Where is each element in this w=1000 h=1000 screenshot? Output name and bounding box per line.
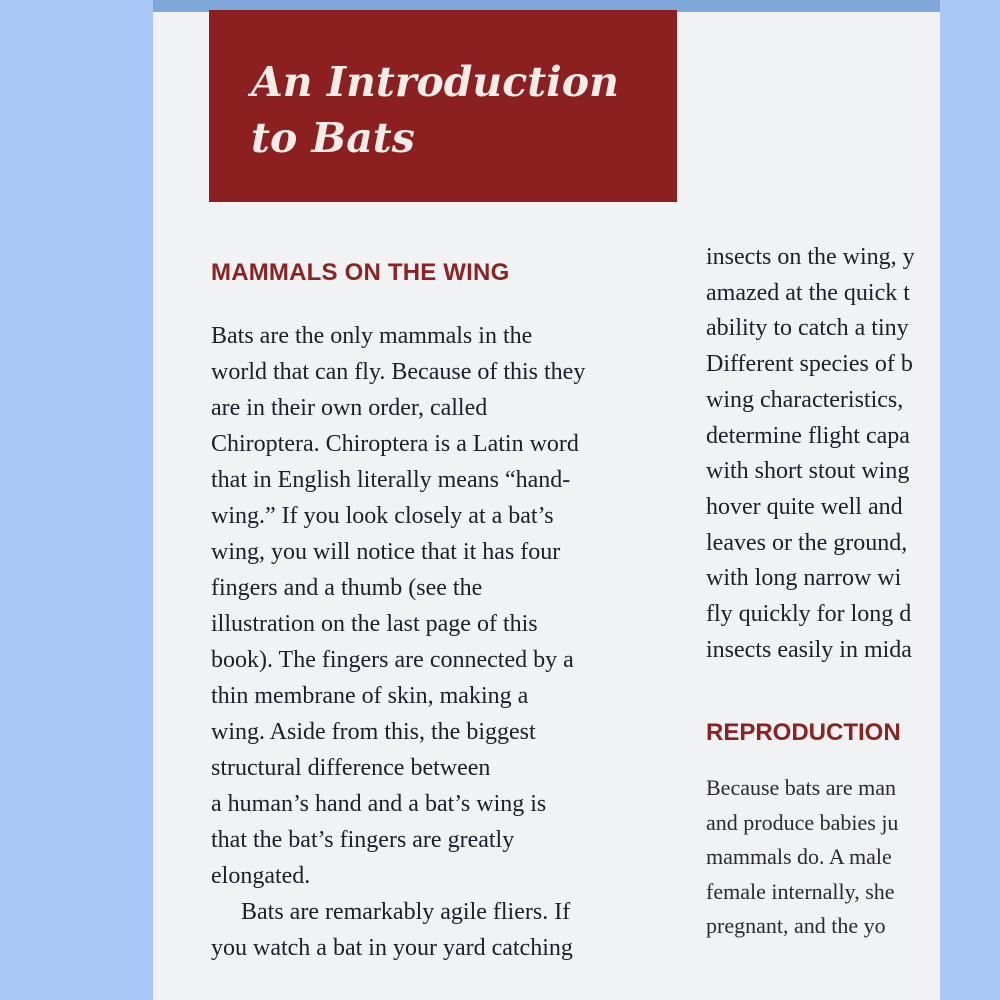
body-text-line: wing.” If you look closely at a bat’s [211, 503, 554, 529]
body-text-line: amazed at the quick t [706, 279, 910, 306]
body-text-line: wing. Aside from this, the biggest [211, 719, 536, 745]
body-text-line: illustration on the last page of this [211, 611, 538, 637]
body-text-line: fingers and a thumb (see the [211, 575, 483, 601]
body-text-line: leaves or the ground, [706, 529, 908, 556]
body-text-line: that the bat’s fingers are greatly [211, 827, 515, 853]
body-text-line: Different species of b [706, 351, 913, 378]
title-banner [209, 10, 677, 202]
body-text-line: are in their own order, called [211, 395, 488, 421]
body-text-line: mammals do. A male [706, 844, 892, 869]
left-column [211, 258, 681, 966]
body-text-line: wing characteristics, [706, 386, 904, 413]
body-text-line: that in English literally means “hand- [211, 467, 571, 493]
body-text-line: structural difference between [211, 755, 491, 781]
body-text-line: fly quickly for long d [706, 601, 912, 628]
right-column-body [706, 240, 940, 668]
body-text-line: hover quite well and [706, 493, 903, 520]
body-text-line: Bats are remarkably agile fliers. If [241, 899, 571, 925]
body-text-line: female internally, she [706, 878, 895, 904]
body-text-line: a human’s hand and a bat’s wing is [211, 791, 547, 817]
right-column-lower-body [706, 771, 940, 944]
body-text-line: thin membrane of skin, making a [211, 683, 529, 709]
body-text-line: Because bats are man [706, 775, 896, 800]
body-text-line: Chiroptera. Chiroptera is a Latin word [211, 431, 579, 457]
body-text-line: book). The fingers are connected by a [211, 647, 574, 673]
section-heading-reproduction: REPRODUCTION [706, 719, 901, 746]
right-column-lower [706, 771, 940, 944]
title-line-1: An Introduction [251, 58, 619, 106]
body-text-line: with short stout wing [706, 458, 910, 485]
body-text-line: with long narrow wi [706, 565, 902, 592]
page-title [251, 54, 651, 166]
body-text-line: world that can fly. Because of this they [211, 359, 586, 385]
body-text-line: insects on the wing, y [706, 244, 915, 270]
body-text-line: wing, you will notice that it has four [211, 539, 561, 565]
body-text-line: you watch a bat in your yard catching [211, 935, 573, 961]
body-text-line: determine flight capa [706, 422, 910, 449]
section-heading-mammals: MAMMALS ON THE WING [211, 259, 510, 286]
body-text-line: Bats are the only mammals in the [211, 323, 533, 349]
body-text-line: insects easily in mida [706, 636, 912, 663]
right-column [706, 240, 940, 668]
title-line-2: to Bats [251, 114, 415, 162]
body-text-line: pregnant, and the yo [706, 913, 886, 938]
body-text-line: and produce babies ju [706, 809, 899, 835]
book-page [153, 0, 940, 1000]
body-text-line: elongated. [211, 863, 311, 889]
left-column-body [211, 318, 681, 966]
body-text-line: ability to catch a tiny [706, 315, 909, 342]
